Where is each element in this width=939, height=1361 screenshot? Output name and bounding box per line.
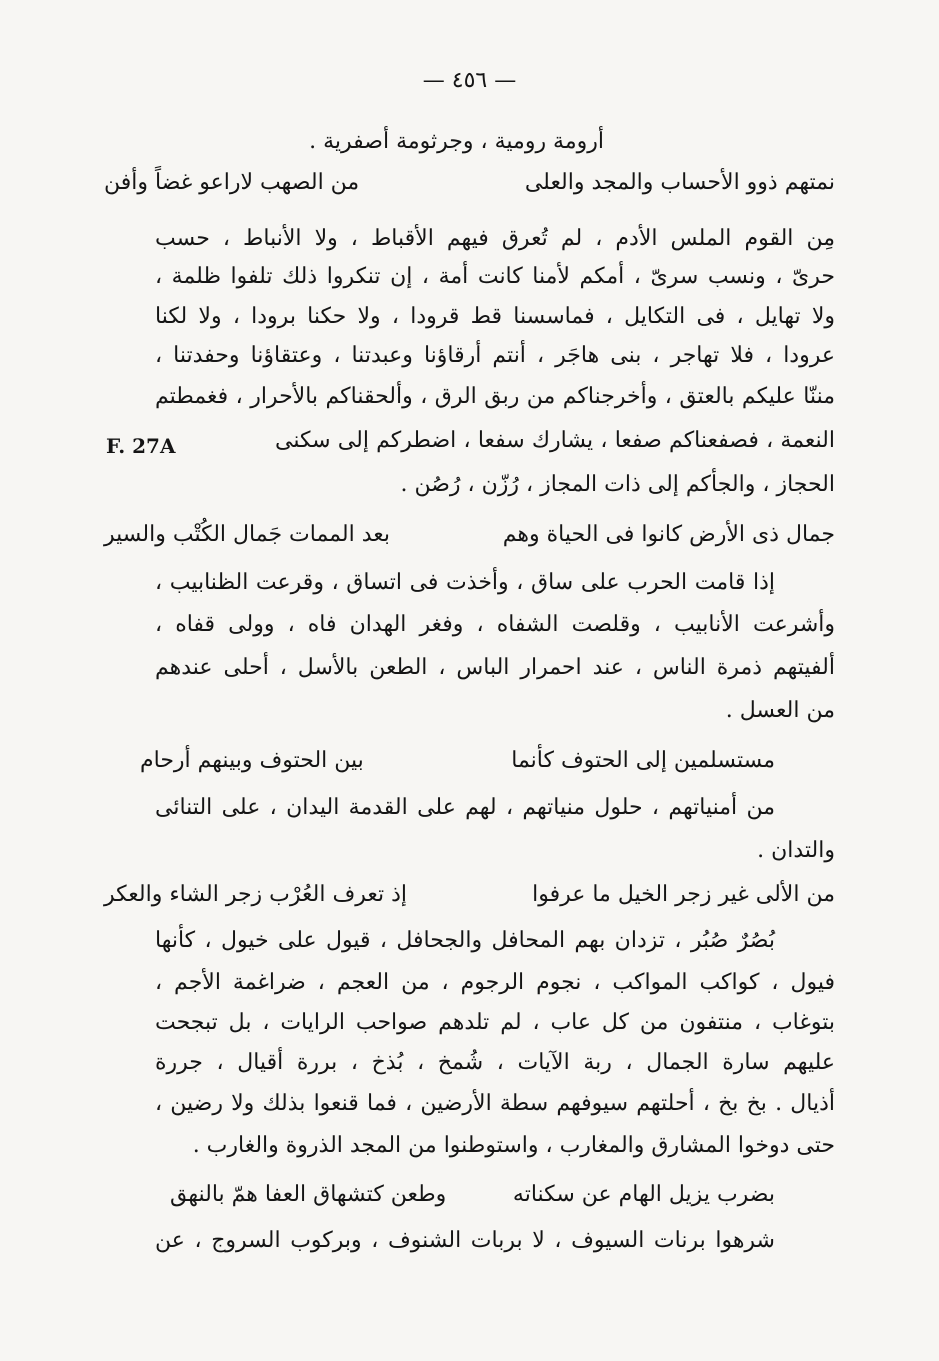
folio-marker: F. 27A (106, 434, 176, 458)
verse-hemistich: مستسلمين إلى الحتوف كأنما (511, 748, 775, 773)
text-line: وأشرعت الأنابيب ، وقلصت الشفاه ، وفغر الهدان فاه ، وولى قفاه ، (155, 612, 835, 637)
verse-hemistich: من الصهب لاراعو غضاً وأفن (104, 170, 360, 195)
text-line: من أمنياتهم ، حلول منياتهم ، لهم على القدمة اليدان ، على التنائى (155, 795, 775, 820)
text-line: شرهوا برنات السيوف ، لا بربات الشنوف ، وبركوب السروج ، عن (155, 1228, 775, 1253)
text-line: فيول ، كواكب المواكب ، نجوم الرجوم ، من العجم ، ضراغمة الأجم ، (155, 970, 835, 995)
text-line: عليهم سارة الجمال ، ربة الآيات ، شُمخ ، بُذخ ، بررة أقيال ، جررة (155, 1050, 835, 1075)
verse-hemistich: بضرب يزيل الهام عن سكناته (512, 1182, 775, 1207)
text-line: من العسل . (725, 698, 835, 723)
verse-hemistich: نمتهم ذوو الأحساب والمجد والعلى (524, 170, 835, 195)
text-line: ألفيتهم ذمرة الناس ، عند احمرار الباس ، الطعن بالأسل ، أحلى عندهم (155, 655, 835, 680)
page-number: — ٤٥٦ — (422, 68, 517, 93)
text-line: حرىّ ، ونسب سرىّ ، أمكم لأمنا كانت أمة ، إن تنكروا ذلك تلفوا ظلمة ، (155, 264, 835, 289)
text-line: مِن القوم الملس الأدم ، لم تُعرق فيهم الأقباط ، ولا الأنباط ، حسب (155, 226, 835, 251)
text-line: عرودا ، فلا تهاجر ، بنى هاجَر ، أنتم أرقاؤنا وعبدتنا ، وعتقاؤنا وحفدتنا ، (155, 343, 835, 368)
text-line: مننّا عليكم بالعتق ، وأخرجناكم من ربق الرق ، وألحقناكم بالأحرار ، فغمطتم (155, 384, 835, 409)
text-line: والتدان . (757, 838, 835, 863)
verse-hemistich: من الألى غير زجر الخيل ما عرفوا (532, 882, 835, 907)
text-line: أذيال . بخ بخ ، أحلتهم سيوفهم سطة الأرضين ، فما قنعوا بذلك ولا رضين ، (155, 1091, 835, 1116)
text-line: النعمة ، فصفعناكم صفعا ، يشارك سفعا ، اضطركم إلى سكنى (275, 428, 835, 453)
verse-hemistich: إذ تعرف العُرْب زجر الشاء والعكر (104, 882, 408, 907)
text-line: ولا تهايل ، فى التكايل ، فماسسنا قط قرودا ، ولا حكنا برودا ، ولا لكنا (155, 304, 836, 329)
text-line: حتى دوخوا المشارق والمغارب ، واستوطنوا من المجد الذروة والغارب . (192, 1133, 835, 1158)
verse-hemistich: بين الحتوف وبينهم أرحام (140, 748, 364, 773)
text-line: بُصُرٌ صُبُر ، تزدان بهم المحافل والجحافل ، قيول على خيول ، كأنها (155, 928, 775, 953)
text-line: أرومة رومية ، وجرثومة أصفرية . (309, 129, 604, 154)
verse-hemistich: جمال ذى الأرض كانوا فى الحياة وهم (502, 522, 835, 547)
text-line: بتوغاب ، منتفون من كل عاب ، لم تلدهم صواحب الرايات ، بل تبجحت (155, 1010, 835, 1035)
verse-hemistich: وطعن كتشهاق العفا همّ بالنهق (170, 1182, 447, 1207)
verse-hemistich: بعد الممات جَمال الكُتْب والسير (104, 522, 390, 547)
text-line: الحجاز ، والجأكم إلى ذات المجاز ، رُزّن ، رُصُن . (400, 472, 835, 497)
text-line: إذا قامت الحرب على ساق ، وأخذت فى اتساق ، وقرعت الظنابيب ، (155, 570, 775, 595)
